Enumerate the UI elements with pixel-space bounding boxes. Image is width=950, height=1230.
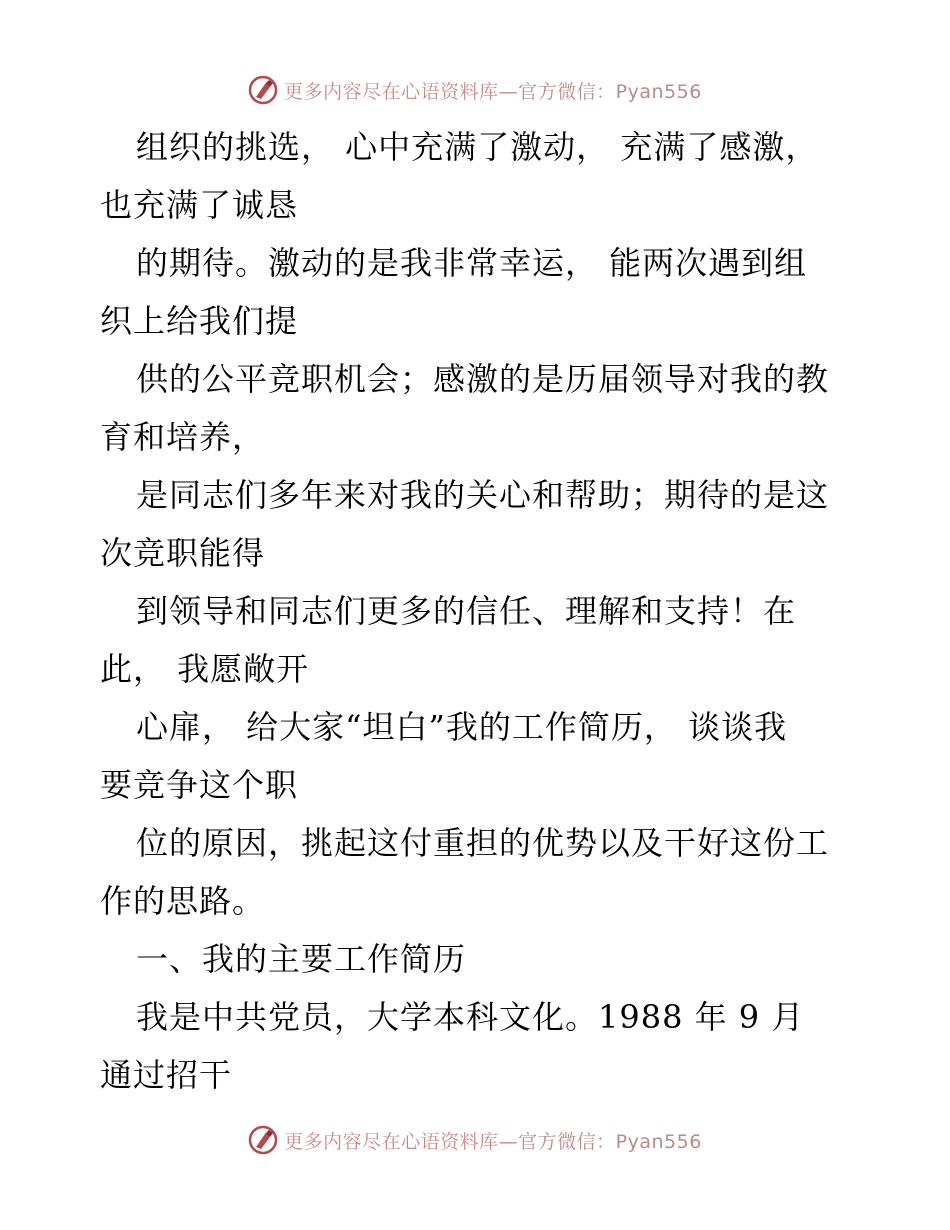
text-line: 组织的挑选， 心中充满了激动， 充满了感激，: [136, 128, 819, 166]
banner-dash: —: [498, 1130, 519, 1153]
header-banner: [0, 70, 950, 110]
text-line: 位的原因，挑起这付重担的优势以及干好这份工: [136, 824, 830, 862]
text-line: 的期待。激动的是我非常幸运， 能两次遇到组: [136, 244, 808, 282]
text-line: 通过招干: [100, 1056, 233, 1094]
text-line: 此， 我愿敞开: [100, 650, 310, 688]
banner-wechat-text: 官方微信：Pyan556: [518, 80, 702, 103]
pen-nib-logo-icon: [248, 75, 278, 105]
text-line: 织上给我们提: [100, 302, 299, 340]
text-line: 供的公平竞职机会；感激的是历届领导对我的教: [136, 360, 830, 398]
banner-site-text: 更多内容尽在心语资料库: [284, 1130, 499, 1153]
text-line: 是同志们多年来对我的关心和帮助；期待的是这: [136, 476, 830, 514]
banner-wechat-text: 官方微信：Pyan556: [518, 1130, 702, 1153]
text-line: 作的思路。: [100, 882, 266, 920]
document-body: [100, 118, 860, 1104]
text-line: 次竞职能得: [100, 534, 266, 572]
footer-banner: [0, 1120, 950, 1160]
text-line: 育和培养，: [100, 418, 266, 456]
banner-site-text: 更多内容尽在心语资料库: [284, 80, 499, 103]
text-line: 也充满了诚恳: [100, 186, 299, 224]
section-heading: 一、我的主要工作简历: [136, 940, 467, 978]
text-line: 心扉， 给大家“坦白”我的工作简历， 谈谈我: [136, 708, 788, 746]
pen-nib-logo-icon: [248, 1125, 278, 1155]
banner-text: [284, 1127, 702, 1154]
text-line: 要竞争这个职: [100, 766, 299, 804]
banner-dash: —: [498, 80, 519, 103]
text-line: 我是中共党员，大学本科文化。1988 年 9 月: [136, 998, 805, 1036]
banner-text: [284, 77, 702, 104]
text-line: 到领导和同志们更多的信任、理解和支持！在: [136, 592, 797, 630]
